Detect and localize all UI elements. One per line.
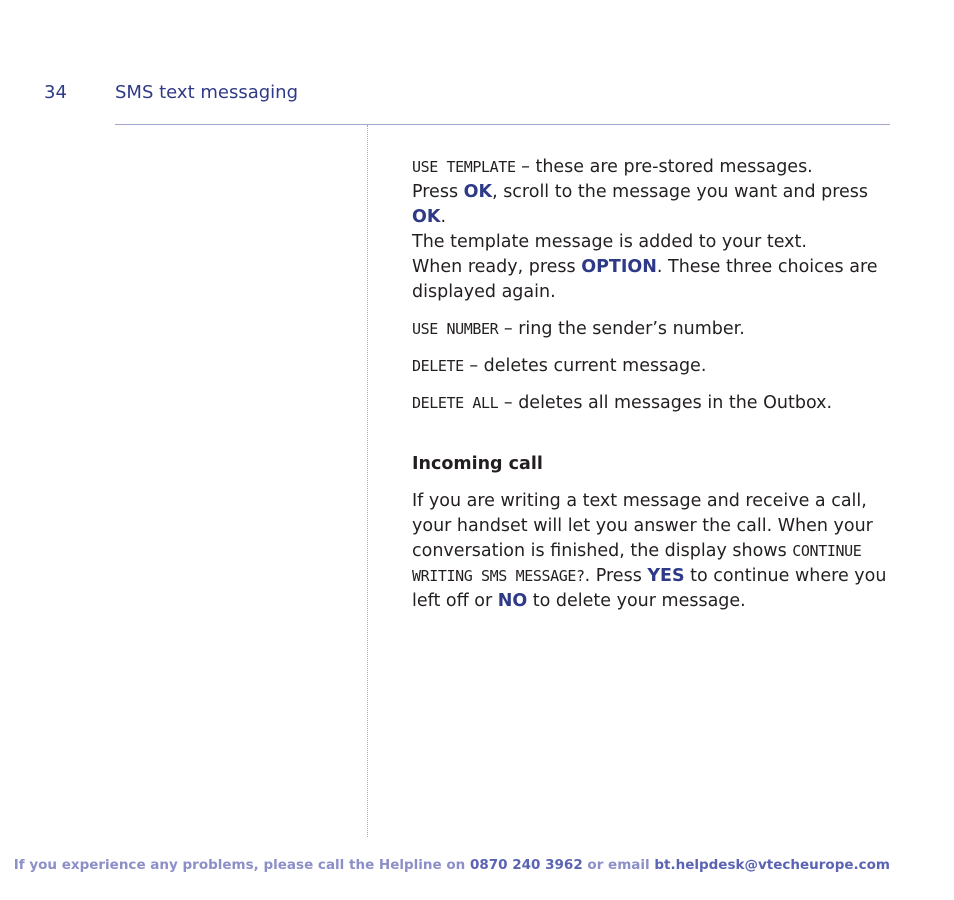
key-ok-2: OK	[412, 207, 441, 227]
template-text-1: – these are pre-stored messages.	[515, 157, 813, 177]
key-option: OPTION	[581, 257, 657, 277]
footer-helpline	[0, 857, 890, 873]
lcd-continue-writing: CONTINUE WRITING SMS MESSAGE?	[412, 542, 862, 585]
footer-phone: 0870 240 3962	[469, 857, 583, 873]
delete-text: – deletes current message.	[463, 356, 707, 376]
lcd-delete-all: DELETE ALL	[412, 394, 499, 412]
key-ok-1: OK	[463, 182, 493, 202]
key-yes: YES	[647, 566, 685, 586]
footer-email[interactable]: bt.helpdesk@vtecheurope.com	[654, 857, 890, 873]
section-title: SMS text messaging	[115, 82, 299, 103]
template-text-4: .	[440, 207, 447, 227]
incoming-text-3: to continue where you left off or	[412, 566, 887, 611]
template-text-7: . These three choices are displayed again.	[412, 257, 878, 302]
template-text-6: When ready, press	[412, 257, 582, 277]
template-text-2: Press	[412, 182, 464, 202]
footer-middle: or email	[582, 857, 655, 873]
template-text-3: , scroll to the message you want and press	[492, 182, 869, 202]
lcd-delete: DELETE	[412, 357, 464, 375]
delete-all-text: – deletes all messages in the Outbox.	[498, 393, 833, 413]
incoming-text-2: . Press	[584, 566, 648, 586]
template-paragraph	[412, 155, 890, 305]
key-no: NO	[497, 591, 528, 611]
delete-paragraph	[412, 354, 890, 379]
main-content	[412, 155, 890, 626]
incoming-text-1: If you are writing a text message and receive a call, your handset will let you answer the call. When your conversation is finished, the display shows	[412, 491, 873, 561]
lcd-use-number: USE NUMBER	[412, 320, 499, 338]
footer-prefix: If you experience any problems, please call the Helpline on	[13, 857, 470, 873]
page-number: 34	[44, 82, 67, 103]
use-number-paragraph	[412, 317, 890, 342]
template-text-5: The template message is added to your text.	[412, 232, 807, 252]
header-rule	[115, 124, 890, 125]
use-number-text: – ring the sender’s number.	[498, 319, 745, 339]
incoming-text-4: to delete your message.	[527, 591, 746, 611]
delete-all-paragraph	[412, 391, 890, 416]
incoming-call-heading: Incoming call	[412, 454, 543, 474]
lcd-use-template: USE TEMPLATE	[412, 158, 516, 176]
column-divider	[367, 125, 368, 837]
incoming-call-paragraph	[412, 489, 890, 614]
